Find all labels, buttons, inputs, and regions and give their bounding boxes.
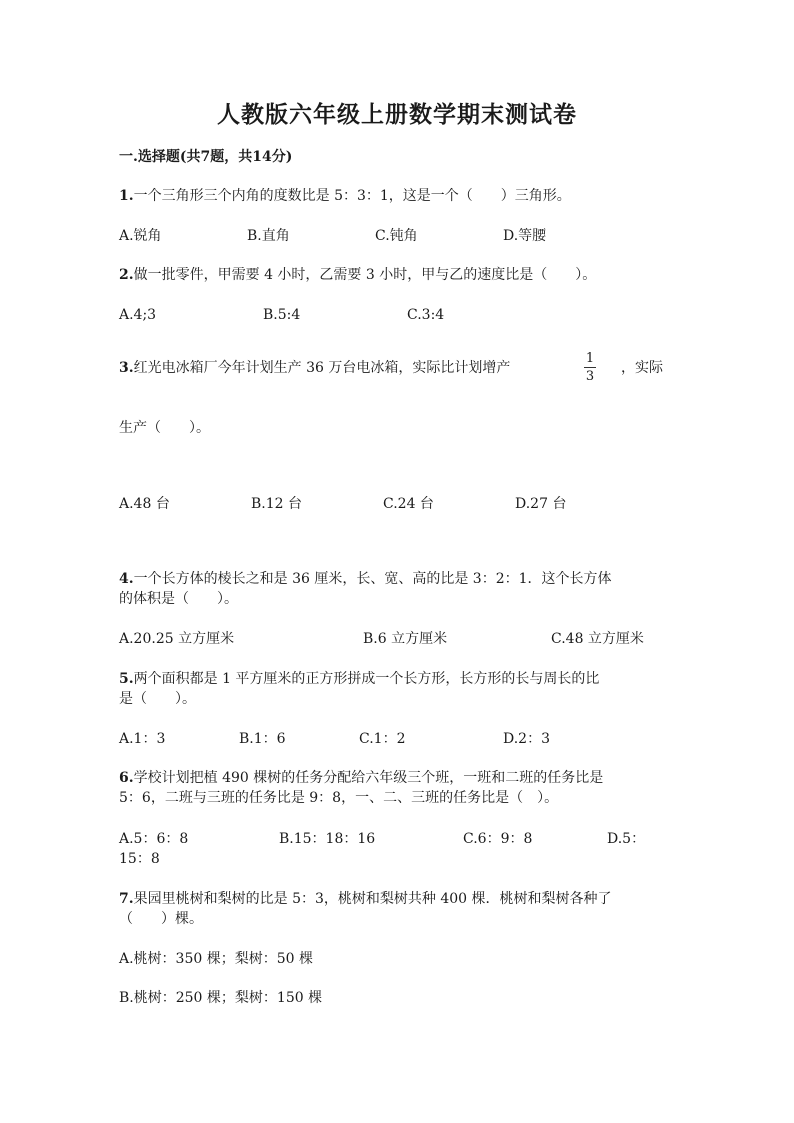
q6-option-c[interactable]: C.6：9：8 [463,831,533,847]
question-number: 1. [119,188,134,204]
q3-option-c[interactable]: C.24 台 [383,496,434,512]
q2-option-c[interactable]: C.3:4 [407,307,445,323]
question-4 [119,569,612,589]
q2-option-a[interactable]: A.4;3 [119,307,157,323]
question-text: 一个三角形三个内角的度数比是 5：3：1，这是一个（ ）三角形。 [133,188,571,204]
question-1 [119,186,571,206]
question-text: 做一批零件，甲需要 4 小时，乙需要 3 小时，甲与乙的速度比是（ ）。 [133,267,597,283]
q4-option-b[interactable]: B.6 立方厘米 [363,631,448,647]
question-number: 5. [119,671,134,687]
question-3 [119,358,510,378]
q6-option-a[interactable]: A.5：6：8 [119,831,189,847]
q1-option-c[interactable]: C.钝角 [375,228,418,244]
question-7 [119,889,612,909]
question-text: 红光电冰箱厂今年计划生产 36 万台电冰箱，实际比计划增产 [133,360,511,376]
question-5-line2: 是（ ）。 [119,691,196,707]
question-number: 4. [119,571,134,587]
q5-option-d[interactable]: D.2：3 [503,731,550,747]
question-6 [119,768,603,788]
q1-option-d[interactable]: D.等腰 [503,228,547,244]
q5-option-a[interactable]: A.1：3 [119,731,166,747]
q5-option-c[interactable]: C.1：2 [359,731,406,747]
q4-option-c[interactable]: C.48 立方厘米 [551,631,644,647]
question-2 [119,265,596,285]
question-4-line2: 的体积是（ ）。 [119,591,238,607]
section-heading: 一.选择题(共7题，共14分) [119,149,293,165]
page-title: 人教版六年级上册数学期末测试卷 [217,101,577,128]
question-7-line2: （ ）棵。 [119,911,203,927]
q6-option-b[interactable]: B.15：18：16 [279,831,376,847]
fraction-denominator: 3 [585,369,595,384]
question-text-continued: ，实际 [621,360,663,376]
q6-option-d-continued: 15：8 [119,851,160,867]
question-text: 学校计划把植 490 棵树的任务分配给六年级三个班，一班和二班的任务比是 [133,770,604,786]
question-text: 果园里桃树和梨树的比是 5：3，桃树和梨树共种 400 棵．桃树和梨树各种了 [133,891,612,907]
question-number: 3. [119,360,134,376]
fraction-bar [584,367,596,368]
fraction-numerator: 1 [585,351,595,366]
question-3-line2: 生产（ ）。 [119,420,210,436]
q3-option-a[interactable]: A.48 台 [119,496,170,512]
q3-option-d[interactable]: D.27 台 [515,496,567,512]
q1-option-b[interactable]: B.直角 [247,228,290,244]
q1-option-a[interactable]: A.锐角 [119,228,162,244]
question-number: 2. [119,267,134,283]
q3-option-b[interactable]: B.12 台 [251,496,303,512]
q2-option-b[interactable]: B.5:4 [263,307,301,323]
question-number: 7. [119,891,134,907]
question-number: 6. [119,770,134,786]
q5-option-b[interactable]: B.1：6 [239,731,286,747]
question-5 [119,669,599,689]
question-text: 两个面积都是 1 平方厘米的正方形拼成一个长方形，长方形的长与周长的比 [133,671,600,687]
q4-option-a[interactable]: A.20.25 立方厘米 [119,631,235,647]
q7-option-a[interactable]: A.桃树：350 棵；梨树：50 棵 [119,951,313,967]
fraction-one-third [582,351,598,384]
q7-option-b[interactable]: B.桃树：250 棵；梨树：150 棵 [119,990,323,1006]
q6-option-d[interactable]: D.5： [607,831,646,847]
question-text: 一个长方体的棱长之和是 36 厘米，长、宽、高的比是 3：2：1．这个长方体 [133,571,612,587]
question-6-line2: 5：6，二班与三班的任务比是 9：8，一、二、三班的任务比是（ ）。 [119,790,559,806]
